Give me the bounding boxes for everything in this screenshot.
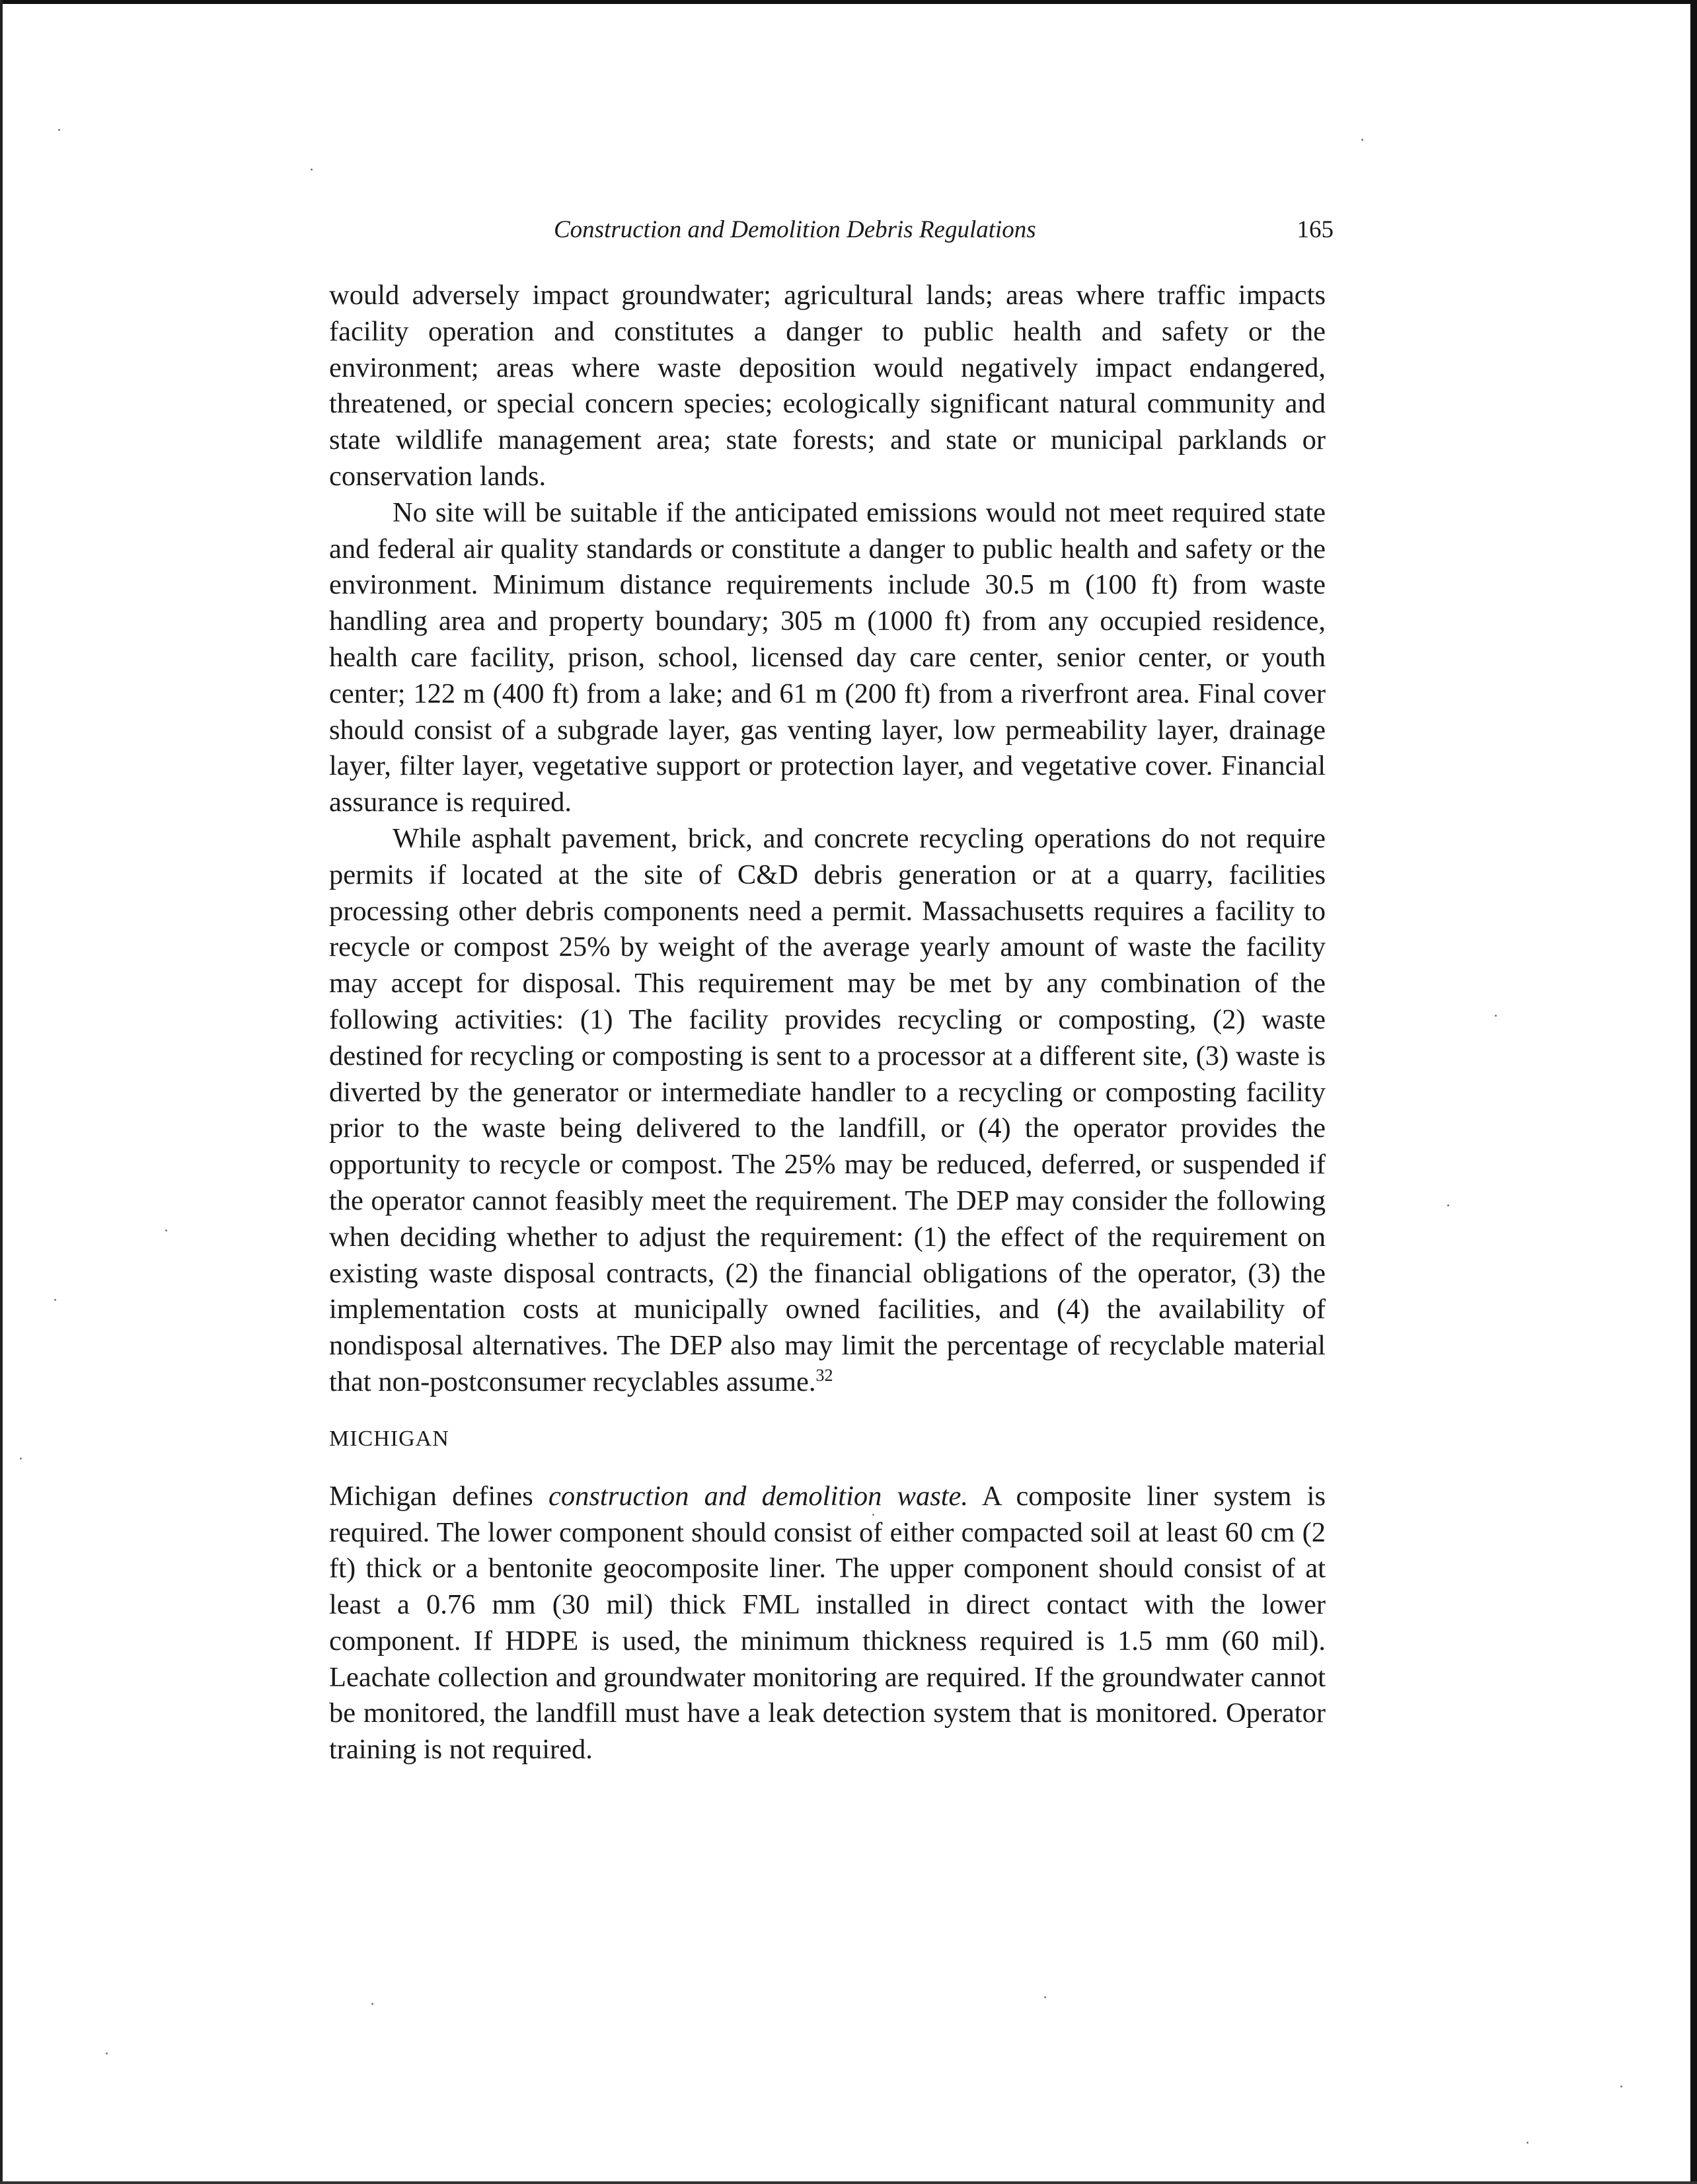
section-heading-michigan: MICHIGAN [329,1426,449,1451]
paragraph-recycling [329,821,1326,1401]
defined-term: construction and demolition waste. [548,1480,969,1512]
scan-speck [311,169,313,171]
scan-speck [1495,1015,1497,1017]
scan-speck [106,2052,108,2054]
paragraph-michigan [329,1479,1326,1768]
scan-speck [165,1229,167,1231]
scan-speck [1527,2142,1528,2144]
scan-speck [54,1299,56,1301]
running-head: Construction and Demolition Debris Regulations [554,216,1036,243]
scan-speck [1447,1204,1449,1206]
paragraph-site-suitability: No site will be suitable if the anticipated emissions would not meet required state and federal air quality standards or constitute a danger to public health and safety or the environment. Minimum distance requirements include 30.5 m (100 ft) from waste handling area and property boundary; 305 m (1000 ft) from any occupied residence, health care facility, prison, school, licensed day care center, senior center, or youth center; 122 m (400 ft) from a lake; and 61 m (200 ft) from a riverfront area. Final cover should consist of a subgrade layer, gas venting layer, low permeability layer, drainage layer, filter layer, vegetative support or protection layer, and vegetative cover. Financial assurance is required. [329,496,1326,818]
scan-border-bottom [0,2181,1697,2184]
scan-border-left [0,0,3,2184]
footnote-reference: 32 [815,1365,833,1385]
scan-speck [20,1458,22,1460]
scan-speck [1044,1996,1046,1998]
michigan-lead-text: Michigan defines [329,1480,548,1512]
scan-border-right [1690,0,1697,2184]
scan-border-top [0,0,1697,4]
scan-speck [872,1514,874,1516]
scan-speck [1361,139,1363,141]
scan-speck [58,129,60,131]
scan-speck [1620,2086,1622,2087]
page-number: 165 [1297,216,1334,243]
michigan-body-text: A composite liner system is required. The lower component should consist of either compacted soil at least 60 cm (2 ft) thick or a bentonite geocomposite liner. The upper component should consist of at least a 0.76 mm (30 mil) thick FML installed in direct contact with the lower component. If HDPE is used, the minimum thickness required is 1.5 mm (60 mil). Leachate collection and groundwater monitoring are required. If the groundwater cannot be monitored, the landfill must have a leak detection system that is monitored. Operator training is not required. [329,1480,1326,1766]
text-body [329,278,1326,1768]
paragraph-recycling-text: While asphalt pavement, brick, and concrete recycling operations do not require permits if located at the site of C&D debris generation or at a quarry, facilities processing other debris components need a permit. Massachusetts requires a facility to recycle or compost 25% by weight of the average yearly amount of waste the facility may accept for disposal. This requirement may be met by any combination of the following activities: (1) The facility provides recycling or composting, (2) waste destined for recycling or composting is sent to a processor at a different site, (3) waste is diverted by the generator or intermediate handler to a recycling or composting facility prior to the waste being delivered to the landfill, or (4) the operator provides the opportunity to recycle or compost. The 25% may be reduced, deferred, or suspended if the operator cannot feasibly meet the requirement. The DEP may consider the following when deciding whether to adjust the requirement: (1) the effect of the requirement on existing waste disposal contracts, (2) the financial obligations of the operator, (3) the implementation costs at municipally owned facilities, and (4) the availability of nondisposal alternatives. The DEP also may limit the percentage of recyclable material that non-postconsumer recyclables assume. [329,822,1326,1397]
paragraph-continued: would adversely impact groundwater; agricultural lands; areas where traffic impacts facility operation and constitutes a danger to public health and safety or the environment; areas where waste deposition would negatively impact endangered, threatened, or special concern species; ecologically significant natural community and state wildlife management area; state forests; and state or municipal parklands or conservation lands. [329,280,1326,492]
scan-speck [371,2003,373,2005]
page-header [329,210,1334,250]
